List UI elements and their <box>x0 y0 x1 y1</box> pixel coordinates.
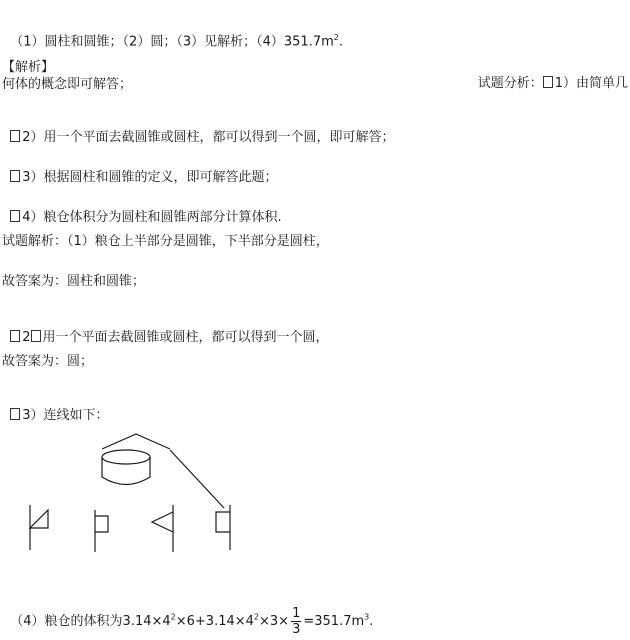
analysis-step-4-text: 4）粮仓体积分为圆柱和圆锥两部分计算体积. <box>22 210 282 225</box>
formula-result: =351.7m <box>303 614 365 629</box>
solution-line-4: 故答案为：圆； <box>2 354 94 369</box>
rotation-shape-4 <box>216 505 230 550</box>
solution-line-3-num: 2 <box>22 330 31 345</box>
formula-prefix: （4）粮仓的体积为 <box>10 614 123 629</box>
rotation-shape-2 <box>95 510 108 552</box>
solution-line-5-text: 3）连线如下： <box>22 408 109 423</box>
answer-part-1: （1）圆柱和圆锥； <box>10 34 123 50</box>
formula-part-b: ×6+3.14×4 <box>175 614 254 629</box>
analysis-step-2-text: 2）用一个平面去截圆锥或圆柱，都可以得到一个圆，即可解答； <box>22 130 395 145</box>
solution-line-3-text: 用一个平面去截圆锥或圆柱，都可以得到一个圆， <box>42 330 329 345</box>
rotation-shape-3 <box>152 505 173 552</box>
analysis-intro-tail: 1）由简单几 <box>554 76 628 91</box>
fraction-numerator: 1 <box>292 606 301 621</box>
formula-unit-exponent: 3 <box>364 612 370 622</box>
formula-part-c: ×3× <box>259 614 290 629</box>
answer-part-4: （4）351.7m <box>256 34 334 50</box>
cone-outline <box>102 434 170 449</box>
answer-part-2: （2）圆； <box>122 34 177 50</box>
analysis-intro-continued: 何体的概念即可解答； <box>2 77 133 92</box>
fraction-one-third <box>291 606 301 637</box>
formula-end: . <box>369 614 374 629</box>
cylinder-top-ellipse <box>102 450 150 464</box>
formula-square-1: 2 <box>170 612 176 622</box>
analysis-step-3-text: 3）根据圆柱和圆锥的定义，即可解答此题； <box>22 170 278 185</box>
volume-formula <box>2 588 373 637</box>
rotation-shape-1 <box>30 505 48 550</box>
matching-line <box>170 450 224 508</box>
analysis-heading: 【解析】 <box>2 60 55 75</box>
answer-unit-exponent: 2 <box>333 33 339 42</box>
formula-part-a: 3.14×4 <box>122 614 171 629</box>
fraction-denominator: 3 <box>292 622 301 637</box>
solution-line-2: 故答案为：圆柱和圆锥； <box>2 274 146 289</box>
analysis-intro-label: 试题分析： <box>477 76 543 91</box>
solution-line-1: 试题解析：（1）粮仓上半部分是圆锥，下半部分是圆柱， <box>2 234 329 249</box>
answer-end: . <box>338 34 343 50</box>
cylinder-body <box>102 457 150 485</box>
answer-part-3: （3）见解析； <box>176 34 257 50</box>
formula-square-2: 2 <box>253 612 260 622</box>
